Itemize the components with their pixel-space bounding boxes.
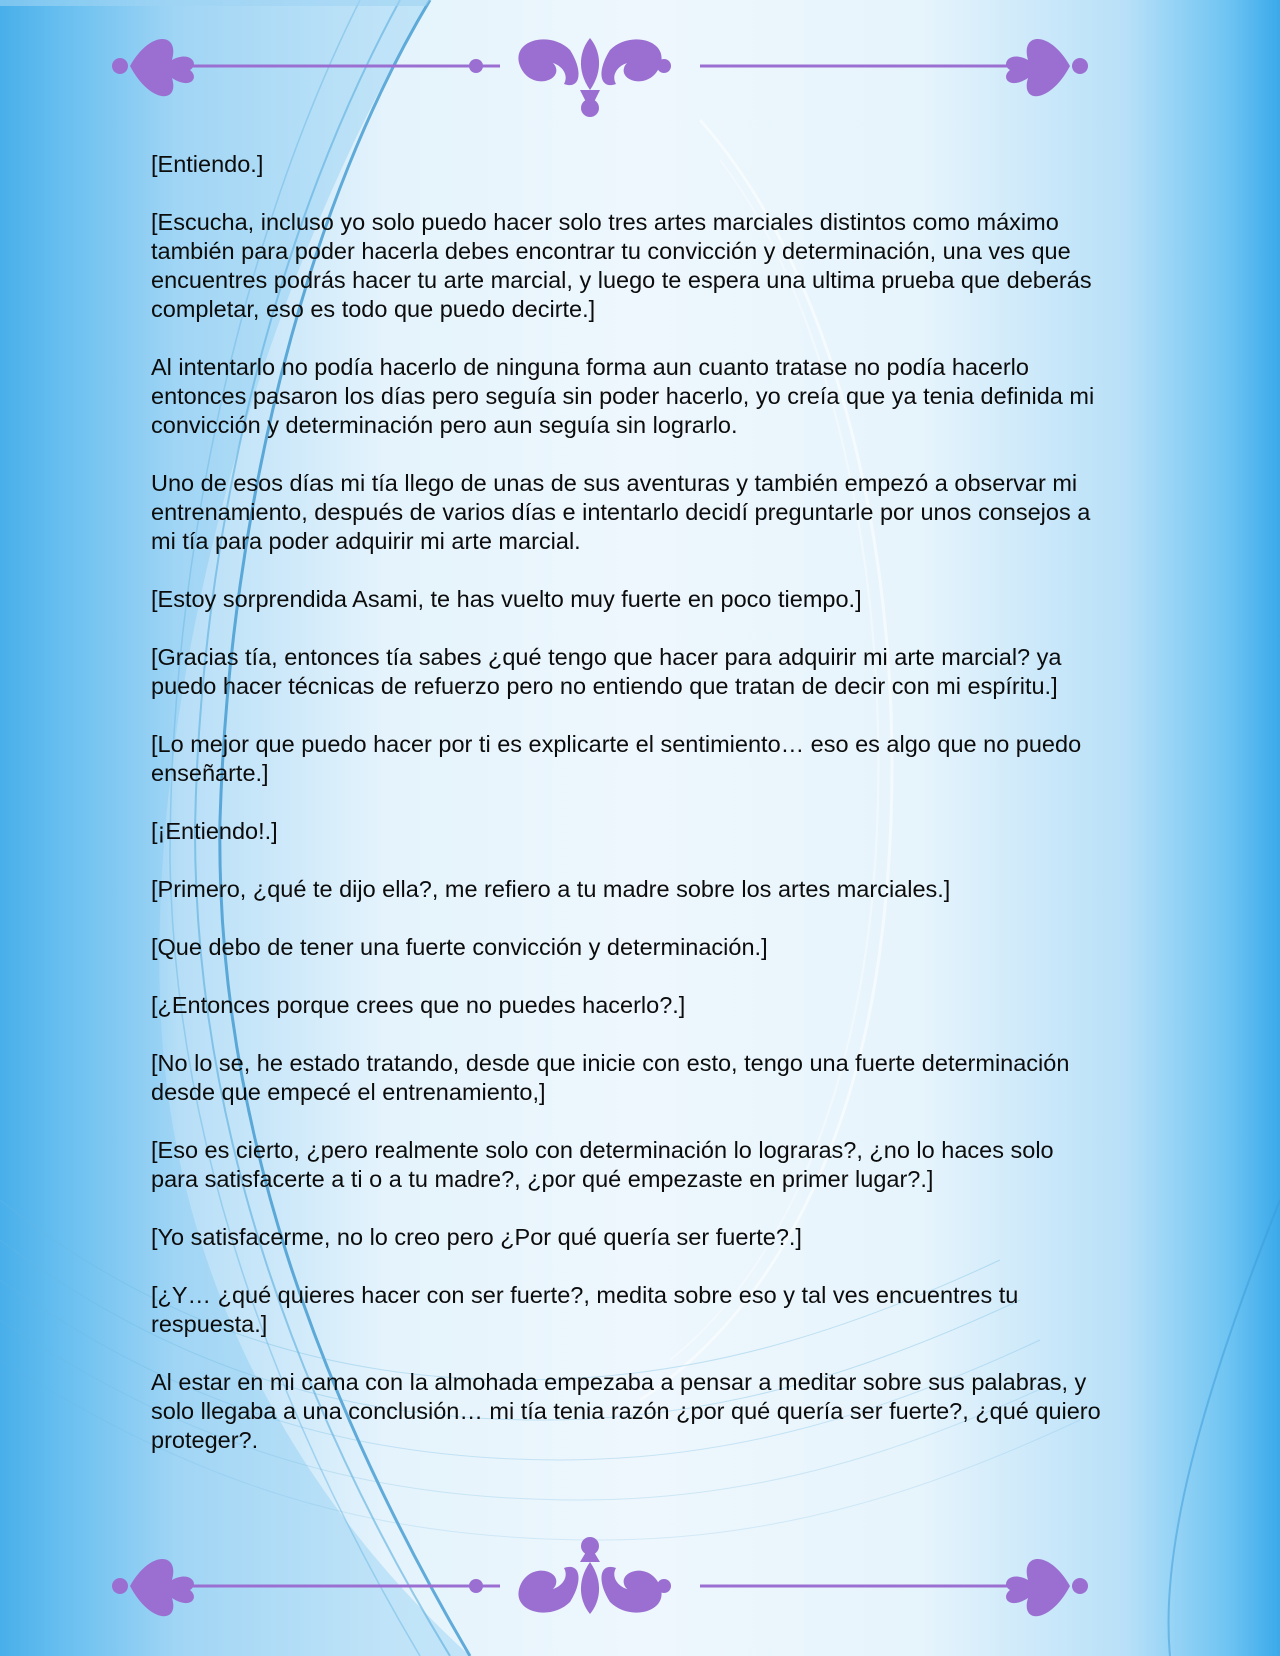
top-ornament-icon — [110, 20, 1090, 120]
paragraph: [Estoy sorprendida Asami, te has vuelto muy fuerte en poco tiempo.] — [151, 586, 862, 612]
paragraph: [¡Entiendo!.] — [151, 818, 278, 844]
paragraph: [Que debo de tener una fuerte convicción y determinación.] — [151, 934, 768, 960]
paragraph: [Eso es cierto, ¿pero realmente solo con determinación lo lograras?, ¿no lo haces solo para satisfacerte a ti o a tu madre?, ¿por qué empezaste en primer lugar?.] — [151, 1137, 1054, 1192]
paragraph: Uno de esos días mi tía llego de unas de sus aventuras y también empezó a observar mi entrenamiento, después de varios días e intentarlo decidí preguntarle por unos consejos a mi tía para poder adquirir mi arte marcial. — [151, 470, 1091, 554]
paragraph: [Entiendo.] — [151, 151, 264, 177]
bottom-ornament-icon — [110, 1536, 1090, 1636]
document-text-body — [151, 150, 1101, 1484]
paragraph: [No lo se, he estado tratando, desde que inicie con esto, tengo una fuerte determinación desde que empecé el entrenamiento,] — [151, 1050, 1070, 1105]
paragraph: [¿Y… ¿qué quieres hacer con ser fuerte?, medita sobre eso y tal ves encuentres tu respuesta.] — [151, 1282, 1019, 1337]
paragraph: Al estar en mi cama con la almohada empezaba a pensar a meditar sobre sus palabras, y solo llegaba a una conclusión… mi tía tenia razón ¿por qué quería ser fuerte?, ¿qué quiero proteger?. — [151, 1369, 1101, 1453]
paragraph: [Escucha, incluso yo solo puedo hacer solo tres artes marciales distintos como máximo también para poder hacerla debes encontrar tu convicción y determinación, una ves que encuentres podrás hacer tu arte marcial, y luego te espera una ultima prueba que deberás completar, eso es todo que puedo decirte.] — [151, 209, 1092, 322]
paragraph: Al intentarlo no podía hacerlo de ninguna forma aun cuanto tratase no podía hacerlo entonces pasaron los días pero seguía sin poder hacerlo, yo creía que ya tenia definida mi convicción y determinación pero aun seguía sin lograrlo. — [151, 354, 1095, 438]
paragraph: [¿Entonces porque crees que no puedes hacerlo?.] — [151, 992, 686, 1018]
paragraph: [Lo mejor que puedo hacer por ti es explicarte el sentimiento… eso es algo que no puedo enseñarte.] — [151, 731, 1082, 786]
paragraph: [Gracias tía, entonces tía sabes ¿qué tengo que hacer para adquirir mi arte marcial? ya puedo hacer técnicas de refuerzo pero no entiendo que tratan de decir con mi espíritu.] — [151, 644, 1062, 699]
paragraph: [Yo satisfacerme, no lo creo pero ¿Por qué quería ser fuerte?.] — [151, 1224, 802, 1250]
paragraph: [Primero, ¿qué te dijo ella?, me refiero a tu madre sobre los artes marciales.] — [151, 876, 951, 902]
